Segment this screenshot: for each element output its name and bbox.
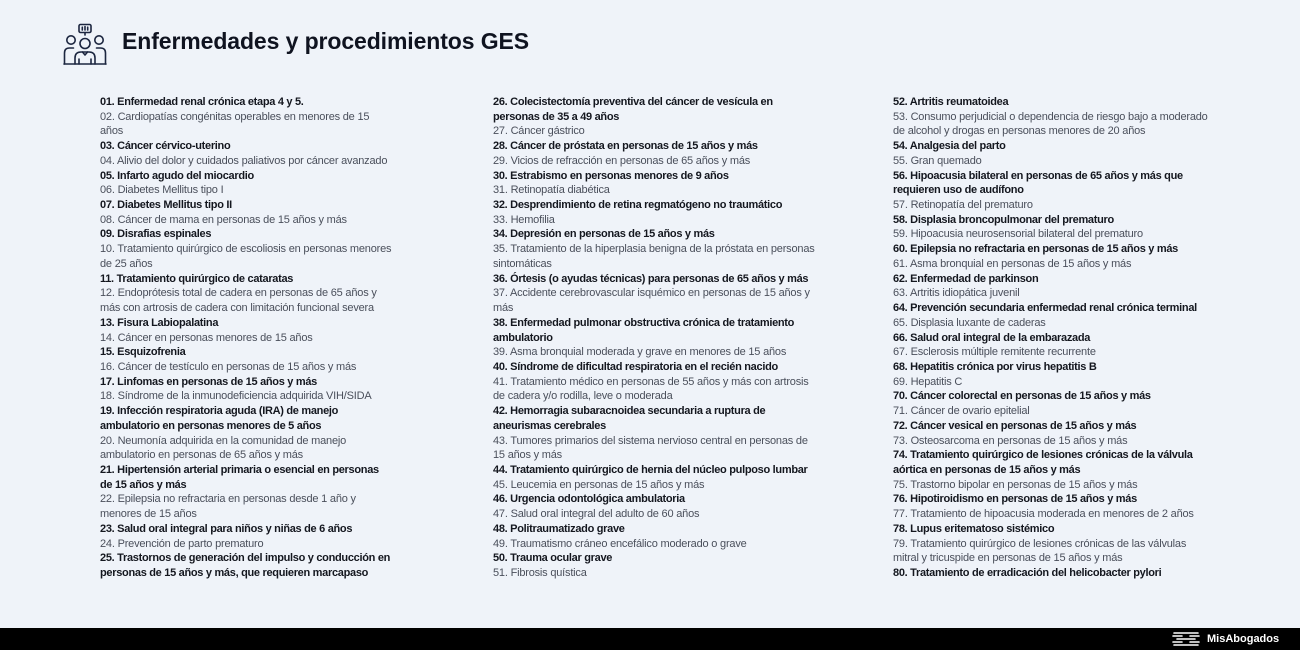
ges-item <box>893 566 1213 581</box>
item-label: Cáncer de ovario epitelial <box>910 405 1030 418</box>
item-number: 44. <box>493 463 508 476</box>
item-number: 70. <box>893 390 908 403</box>
item-number: 24. <box>100 537 115 550</box>
ges-item <box>893 375 1213 390</box>
item-label: Cáncer gástrico <box>510 125 585 138</box>
ges-item <box>893 522 1213 537</box>
item-number: 04. <box>100 154 115 167</box>
item-number: 19. <box>100 405 115 418</box>
ges-item <box>493 375 819 404</box>
item-number: 12. <box>100 287 115 300</box>
item-number: 73. <box>893 434 908 447</box>
ges-item <box>493 507 819 522</box>
item-label: Tratamiento quirúrgico de hernia del núcleo pulposo lumbar <box>510 463 808 476</box>
ges-item <box>493 213 819 228</box>
ges-item <box>100 492 393 521</box>
item-label: Tratamiento de hipoacusia moderada en menores de 2 años <box>910 508 1194 521</box>
item-label: Artritis reumatoidea <box>909 96 1009 108</box>
ges-item <box>493 139 819 154</box>
ges-item <box>893 272 1213 287</box>
item-number: 64. <box>893 302 908 315</box>
item-number: 49. <box>493 537 508 550</box>
item-number: 14. <box>100 331 115 344</box>
item-number: 59. <box>893 228 908 241</box>
item-label: Asma bronquial en personas de 15 años y más <box>909 257 1132 270</box>
item-label: Osteosarcoma en personas de 15 años y más <box>910 434 1128 447</box>
ges-item <box>100 316 393 331</box>
ges-item <box>100 331 393 346</box>
ges-item <box>100 169 393 184</box>
item-number: 51. <box>493 567 508 579</box>
item-number: 27. <box>493 125 508 138</box>
item-label: Enfermedad pulmonar obstructiva crónica de tratamiento ambulatorio <box>493 316 795 344</box>
item-label: Fisura Labiopalatina <box>117 316 219 329</box>
item-number: 39. <box>493 346 508 359</box>
ges-item <box>100 183 393 198</box>
ges-item <box>893 434 1213 449</box>
item-label: Diabetes Mellitus tipo II <box>117 199 232 212</box>
item-label: Salud oral integral del adulto de 60 años <box>510 508 700 521</box>
ges-item <box>493 345 819 360</box>
item-number: 33. <box>493 213 508 226</box>
ges-item <box>893 492 1213 507</box>
item-label: Disrafias espinales <box>117 228 212 241</box>
ges-item <box>893 213 1213 228</box>
item-number: 76. <box>893 493 908 506</box>
item-number: 57. <box>893 199 908 212</box>
item-number: 74. <box>893 449 908 462</box>
ges-item <box>893 478 1213 493</box>
ges-item <box>893 537 1213 566</box>
ges-item <box>493 360 819 375</box>
ges-item <box>100 551 393 580</box>
item-number: 16. <box>100 360 115 373</box>
ges-item <box>493 316 819 345</box>
ges-item <box>893 257 1213 272</box>
ges-item <box>893 389 1213 404</box>
ges-item <box>493 183 819 198</box>
item-number: 30. <box>493 169 508 182</box>
item-label: Gran quemado <box>910 154 982 167</box>
item-number: 66. <box>893 331 908 344</box>
item-number: 05. <box>100 169 115 182</box>
ges-item <box>893 360 1213 375</box>
item-number: 36. <box>493 272 508 285</box>
ges-item <box>100 522 393 537</box>
item-label: Hemorragia subaracnoidea secundaria a ruptura de aneurismas cerebrales <box>493 405 766 432</box>
item-number: 65. <box>893 316 908 329</box>
item-label: Tratamiento de la hiperplasia benigna de la próstata en personas sintomáticas <box>493 243 815 270</box>
item-label: Vicios de refracción en personas de 65 años y más <box>510 154 751 167</box>
item-number: 29. <box>493 154 508 167</box>
item-number: 56. <box>893 169 908 182</box>
item-label: Displasia broncopulmonar del prematuro <box>910 213 1114 226</box>
item-label: Linfomas en personas de 15 años y más <box>117 375 317 388</box>
ges-item <box>493 242 819 271</box>
ges-item <box>100 375 393 390</box>
ges-item <box>493 522 819 537</box>
ges-item <box>893 331 1213 346</box>
people-group-icon <box>63 23 107 65</box>
item-number: 48. <box>493 522 508 535</box>
item-label: Trauma ocular grave <box>510 552 613 565</box>
ges-item <box>893 419 1213 434</box>
ges-item <box>100 286 393 315</box>
item-number: 78. <box>893 522 908 535</box>
item-label: Órtesis (o ayudas técnicas) para personas de 65 años y más <box>510 272 809 285</box>
ges-item <box>893 154 1213 169</box>
item-number: 67. <box>893 346 908 359</box>
ges-item <box>893 404 1213 419</box>
item-number: 63. <box>893 287 908 300</box>
item-number: 69. <box>893 375 908 388</box>
ges-item <box>493 227 819 242</box>
item-number: 38. <box>493 316 508 329</box>
item-number: 75. <box>893 478 908 491</box>
item-label: Displasia luxante de caderas <box>910 316 1046 329</box>
item-label: Prevención de parto prematuro <box>117 537 264 550</box>
item-label: Esquizofrenia <box>117 346 186 359</box>
item-number: 15. <box>100 346 115 359</box>
ges-item <box>100 110 393 139</box>
item-label: Tratamiento médico en personas de 55 años y más con artrosis de cadera y/o rodilla, leve o moderada <box>493 375 809 403</box>
ges-item <box>493 434 819 463</box>
item-number: 46. <box>493 493 508 506</box>
item-label: Hipertensión arterial primaria o esencial en personas de 15 años y más <box>100 463 379 491</box>
ges-item <box>493 478 819 493</box>
item-label: Hemofilia <box>510 213 555 226</box>
item-number: 60. <box>893 243 908 256</box>
item-label: Trastorno bipolar en personas de 15 años y más <box>910 478 1138 491</box>
item-label: Alivio del dolor y cuidados paliativos por cáncer avanzado <box>116 154 388 167</box>
item-label: Urgencia odontológica ambulatoria <box>510 493 685 506</box>
item-number: 54. <box>893 140 908 153</box>
ges-item <box>100 95 393 110</box>
ges-item <box>493 404 819 433</box>
item-label: Hipotiroidismo en personas de 15 años y más <box>910 493 1137 506</box>
item-label: Colecistectomía preventiva del cáncer de vesícula en personas de 35 a 49 años <box>493 96 773 123</box>
item-label: Hepatitis C <box>910 375 963 388</box>
item-label: Tratamiento quirúrgico de escoliosis en personas menores de 25 años <box>100 243 392 270</box>
item-number: 45. <box>493 478 508 491</box>
item-label: Desprendimiento de retina regmatógeno no traumático <box>510 199 783 212</box>
ges-item <box>493 198 819 213</box>
item-label: Retinopatía diabética <box>510 184 610 197</box>
item-label: Cáncer de mama en personas de 15 años y más <box>117 213 347 226</box>
ges-item <box>493 169 819 184</box>
ges-item <box>893 95 1213 110</box>
item-number: 34. <box>493 228 508 241</box>
ges-list-column-3 <box>893 95 1213 581</box>
item-number: 37. <box>493 287 508 300</box>
item-number: 77. <box>893 508 908 521</box>
ges-item <box>893 198 1213 213</box>
item-number: 28. <box>493 140 508 153</box>
item-number: 18. <box>100 390 115 403</box>
item-number: 79. <box>893 537 908 550</box>
item-label: Tumores primarios del sistema nervioso central en personas de 15 años y más <box>493 434 808 462</box>
ges-item <box>493 286 819 315</box>
item-label: Cáncer vesical en personas de 15 años y más <box>910 419 1137 432</box>
item-label: Accidente cerebrovascular isquémico en personas de 15 años y más <box>493 287 810 315</box>
ges-item <box>493 95 819 124</box>
item-label: Lupus eritematoso sistémico <box>910 522 1055 535</box>
item-number: 42. <box>493 405 508 418</box>
ges-item <box>893 227 1213 242</box>
ges-item <box>100 463 393 492</box>
brand-name: MisAbogados <box>1207 633 1280 645</box>
ges-item <box>100 404 393 433</box>
item-label: Politraumatizado grave <box>510 522 625 535</box>
item-number: 32. <box>493 199 508 212</box>
item-number: 13. <box>100 316 115 329</box>
item-number: 80. <box>893 567 908 579</box>
item-label: Infarto agudo del miocardio <box>117 169 254 182</box>
item-number: 02. <box>100 110 115 123</box>
ges-list-column-1 <box>100 95 393 581</box>
ges-item <box>100 227 393 242</box>
ges-item <box>100 198 393 213</box>
item-label: Artritis idiopática juvenil <box>909 287 1020 300</box>
misabogados-logo-icon <box>1172 631 1200 647</box>
ges-item <box>493 463 819 478</box>
item-label: Retinopatía del prematuro <box>910 199 1033 212</box>
item-label: Hipoacusia neurosensorial bilateral del prematuro <box>910 228 1143 241</box>
item-number: 41. <box>493 375 508 388</box>
item-label: Tratamiento de erradicación del helicobacter pylori <box>910 567 1162 579</box>
item-label: Leucemia en personas de 15 años y más <box>510 478 705 491</box>
item-number: 35. <box>493 243 508 256</box>
item-label: Epilepsia no refractaria en personas de 15 años y más <box>910 243 1178 256</box>
item-label: Cáncer cérvico-uterino <box>117 140 231 153</box>
item-label: Endoprótesis total de cadera en personas de 65 años y más con artrosis de cadera con limitación funcional severa <box>100 287 377 315</box>
item-label: Tratamiento quirúrgico de lesiones crónicas de las válvulas mitral y tricuspide en personas de 15 años y más <box>893 537 1187 565</box>
item-number: 50. <box>493 552 508 565</box>
item-number: 11. <box>100 272 114 285</box>
ges-item <box>893 507 1213 522</box>
ges-item <box>893 301 1213 316</box>
item-label: Traumatismo cráneo encefálico moderado o grave <box>510 537 747 550</box>
item-label: Enfermedad renal crónica etapa 4 y 5. <box>117 96 304 108</box>
item-number: 61. <box>893 257 908 270</box>
item-number: 26. <box>493 96 508 108</box>
ges-item <box>893 448 1213 477</box>
item-number: 23. <box>100 522 115 535</box>
item-number: 53. <box>893 110 908 123</box>
ges-item <box>493 124 819 139</box>
item-label: Neumonía adquirida en la comunidad de manejo ambulatorio en personas de 65 años y más <box>100 434 347 462</box>
ges-item <box>100 345 393 360</box>
item-label: Depresión en personas de 15 años y más <box>510 228 715 241</box>
ges-item <box>893 169 1213 198</box>
item-label: Hipoacusia bilateral en personas de 65 años y más que requieren uso de audífono <box>893 169 1183 197</box>
ges-item <box>493 154 819 169</box>
item-number: 68. <box>893 360 908 373</box>
item-number: 01. <box>100 96 115 108</box>
item-label: Esclerosis múltiple remitente recurrente <box>910 346 1096 359</box>
item-number: 47. <box>493 508 508 521</box>
ges-item <box>493 537 819 552</box>
item-number: 20. <box>100 434 115 447</box>
item-label: Cáncer de testículo en personas de 15 años y más <box>117 360 357 373</box>
item-number: 09. <box>100 228 115 241</box>
ges-item <box>893 316 1213 331</box>
item-label: Fibrosis quística <box>510 567 587 579</box>
item-number: 21. <box>100 463 115 476</box>
item-label: Trastornos de generación del impulso y conducción en personas de 15 años y más, que requieren marcapaso <box>100 552 391 579</box>
item-label: Cáncer en personas menores de 15 años <box>117 331 313 344</box>
ges-item <box>100 360 393 375</box>
item-label: Consumo perjudicial o dependencia de riesgo bajo a moderado de alcohol y drogas en personas menores de 20 años <box>893 110 1208 138</box>
ges-item <box>493 492 819 507</box>
item-number: 17. <box>100 375 115 388</box>
item-label: Asma bronquial moderada y grave en menores de 15 años <box>509 346 787 359</box>
item-number: 25. <box>100 552 115 565</box>
item-number: 58. <box>893 213 908 226</box>
ges-item <box>100 242 393 271</box>
item-label: Enfermedad de parkinson <box>910 272 1039 285</box>
item-label: Epilepsia no refractaria en personas desde 1 año y menores de 15 años <box>100 493 356 521</box>
ges-item <box>100 139 393 154</box>
ges-item <box>893 345 1213 360</box>
item-label: Tratamiento quirúrgico de lesiones crónicas de la válvula aórtica en personas de 15 años y más <box>893 449 1193 476</box>
item-label: Analgesia del parto <box>909 140 1006 153</box>
ges-item <box>893 286 1213 301</box>
item-label: Diabetes Mellitus tipo I <box>117 184 224 197</box>
item-label: Cáncer de próstata en personas de 15 años y más <box>510 140 758 153</box>
item-number: 71. <box>893 405 908 418</box>
ges-item <box>893 110 1213 139</box>
item-number: 31. <box>493 184 508 197</box>
item-label: Salud oral integral para niños y niñas de 6 años <box>117 522 353 535</box>
item-number: 03. <box>100 140 115 153</box>
ges-item <box>493 272 819 287</box>
item-number: 40. <box>493 360 508 373</box>
item-number: 72. <box>893 419 908 432</box>
item-label: Síndrome de la inmunodeficiencia adquirida VIH/SIDA <box>117 390 372 403</box>
ges-item <box>493 551 819 566</box>
ges-item <box>100 154 393 169</box>
item-label: Cáncer colorectal en personas de 15 años y más <box>910 390 1151 403</box>
item-number: 10. <box>100 243 115 256</box>
item-label: Síndrome de dificultad respiratoria en el recién nacido <box>510 360 778 373</box>
item-number: 07. <box>100 199 115 212</box>
item-number: 52. <box>893 96 908 108</box>
item-label: Infección respiratoria aguda (IRA) de manejo ambulatorio en personas menores de 5 años <box>100 405 339 432</box>
footer-bar <box>0 628 1300 650</box>
item-number: 08. <box>100 213 115 226</box>
item-number: 55. <box>893 154 908 167</box>
ges-item <box>893 139 1213 154</box>
item-label: Prevención secundaria enfermedad renal crónica terminal <box>910 302 1197 315</box>
ges-list-column-2 <box>493 95 819 581</box>
item-label: Salud oral integral de la embarazada <box>910 331 1091 344</box>
item-number: 06. <box>100 184 115 197</box>
ges-item <box>100 389 393 404</box>
ges-item <box>893 242 1213 257</box>
ges-item <box>100 272 393 287</box>
item-number: 43. <box>493 434 508 447</box>
ges-item <box>100 537 393 552</box>
item-number: 62. <box>893 272 908 285</box>
item-label: Hepatitis crónica por virus hepatitis B <box>910 360 1097 373</box>
ges-item <box>100 213 393 228</box>
ges-item <box>493 566 819 581</box>
item-number: 22. <box>100 493 115 506</box>
item-label: Estrabismo en personas menores de 9 años <box>510 169 729 182</box>
ges-item <box>100 434 393 463</box>
item-label: Tratamiento quirúrgico de cataratas <box>116 272 294 285</box>
page-title: Enfermedades y procedimientos GES <box>122 28 529 54</box>
item-label: Cardiopatías congénitas operables en menores de 15 años <box>100 110 370 138</box>
